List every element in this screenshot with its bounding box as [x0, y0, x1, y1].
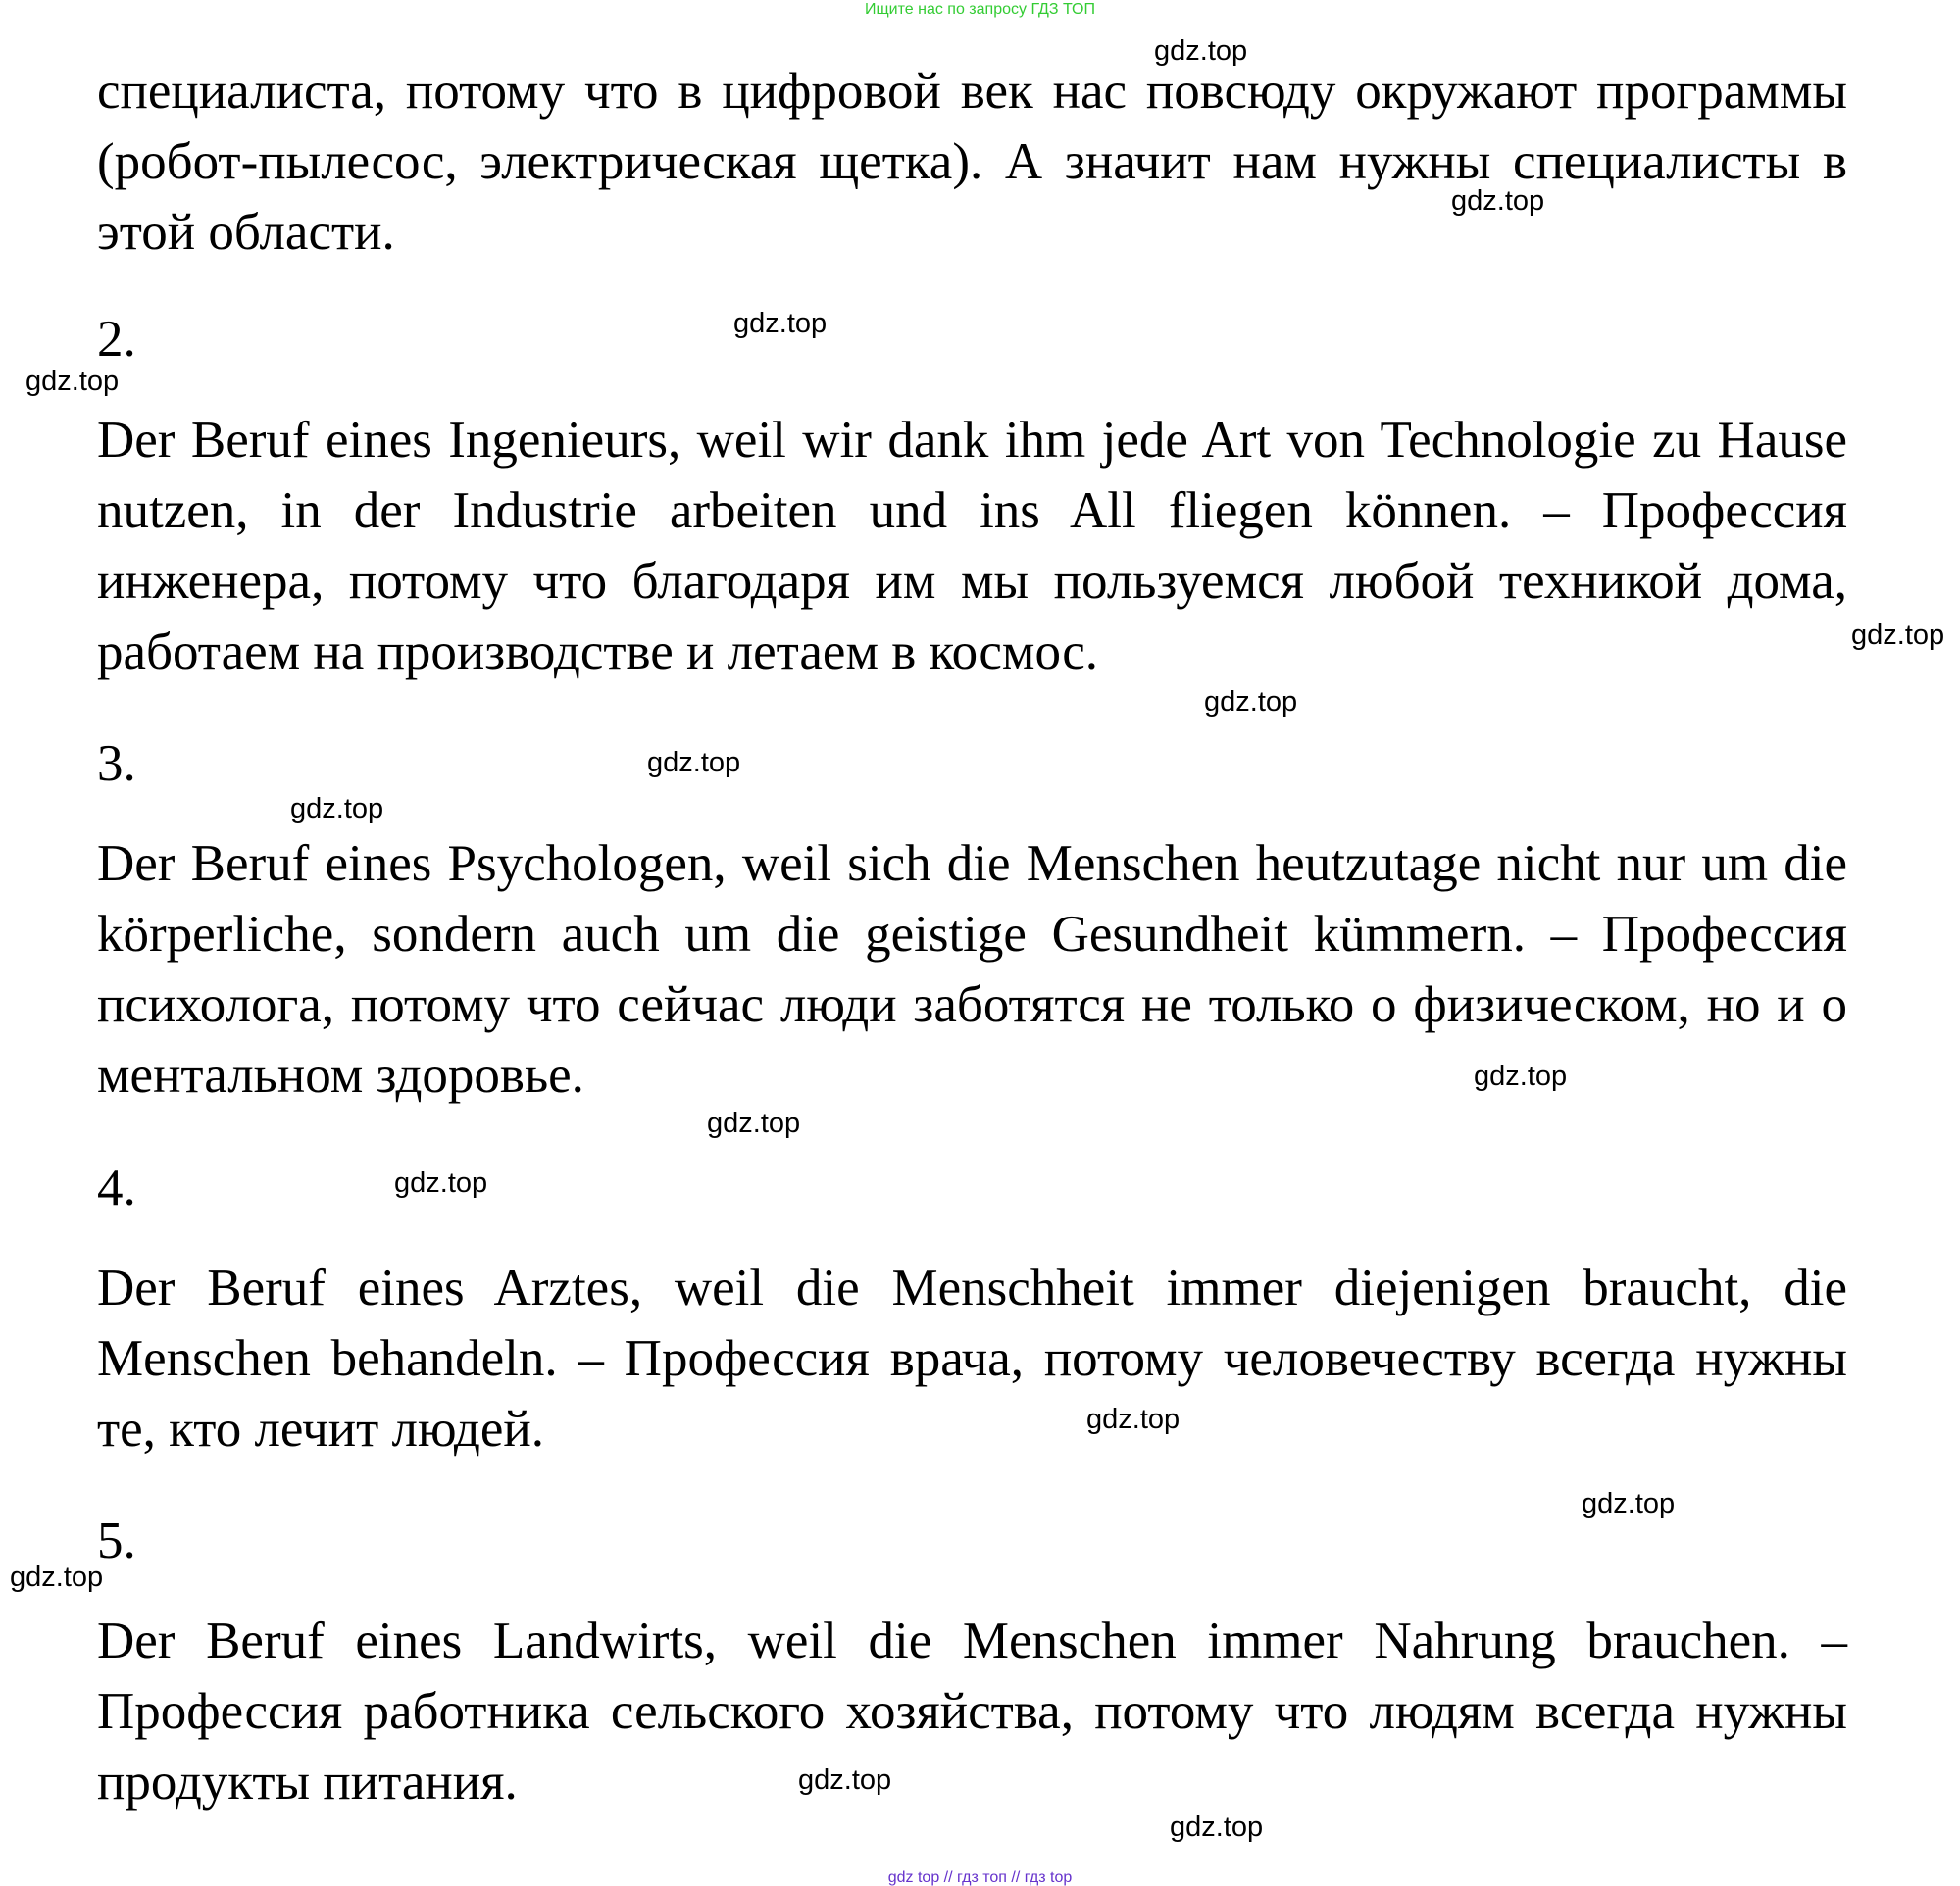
watermark: gdz.top [1170, 1812, 1264, 1843]
watermark: gdz.top [10, 1562, 104, 1593]
item-number-5: 5. [97, 1513, 136, 1569]
item-text-2: Der Beruf eines Ingenieurs, weil wir dank ihm jede Art von Technologie zu Hause nutzen, in der Industrie arbeiten und ins All fliegen können. – Профессия инженера, потому что благодаря им мы пользуемся любой техникой дома, работаем на производстве и летаем в космос. [97, 412, 1847, 680]
footer-separator: // [1011, 1869, 1021, 1886]
footer-banner [0, 1869, 1960, 1886]
watermark: gdz.top [1086, 1404, 1181, 1435]
watermark: gdz.top [1474, 1061, 1568, 1092]
watermark: gdz.top [1204, 686, 1298, 718]
watermark: gdz.top [1154, 35, 1248, 67]
header-banner: Ищите нас по запросу ГДЗ ТОП [865, 1, 1095, 18]
watermark: gdz.top [290, 793, 384, 824]
watermark: gdz.top [1451, 185, 1545, 217]
footer-link-gdz-top-mixed[interactable]: гдз top [1024, 1869, 1073, 1886]
item-number-4: 4. [97, 1160, 136, 1216]
item-text-5: Der Beruf eines Landwirts, weil die Menschen immer Nahrung brauchen. – Профессия работника сельского хозяйства, потому что людям всегда нужны продукты питания. [97, 1613, 1847, 1811]
watermark: gdz.top [798, 1764, 892, 1796]
item-text-4: Der Beruf eines Arztes, weil die Menschheit immer diejenigen braucht, die Menschen behandeln. – Профессия врача, потому человечеству всегда нужны те, кто лечит людей. [97, 1260, 1847, 1458]
watermark: gdz.top [707, 1108, 801, 1139]
watermark: gdz.top [733, 308, 828, 339]
item-text-3: Der Beruf eines Psychologen, weil sich die Menschen heutzutage nicht nur um die körperliche, sondern auch um die geistige Gesundheit kümmern. – Профессия психолога, потому что сейчас люди заботятся не только о физическом, но и о ментальном здоровье. [97, 835, 1847, 1104]
intro-paragraph: специалиста, потому что в цифровой век нас повсюду окружают программы (робот-пылесос, электрическая щетка). А значит нам нужны специалисты в этой области. [97, 63, 1847, 261]
watermark: gdz.top [1851, 620, 1945, 651]
watermark: gdz.top [25, 366, 120, 397]
watermark: gdz.top [647, 747, 741, 778]
footer-link-gdz-top[interactable]: gdz top [887, 1869, 940, 1886]
watermark: gdz.top [394, 1167, 488, 1199]
item-number-2: 2. [97, 311, 136, 368]
footer-link-gdz-top-ru[interactable]: гдз топ [957, 1869, 1007, 1886]
item-number-3: 3. [97, 735, 136, 792]
watermark: gdz.top [1582, 1488, 1676, 1519]
footer-separator: // [943, 1869, 953, 1886]
